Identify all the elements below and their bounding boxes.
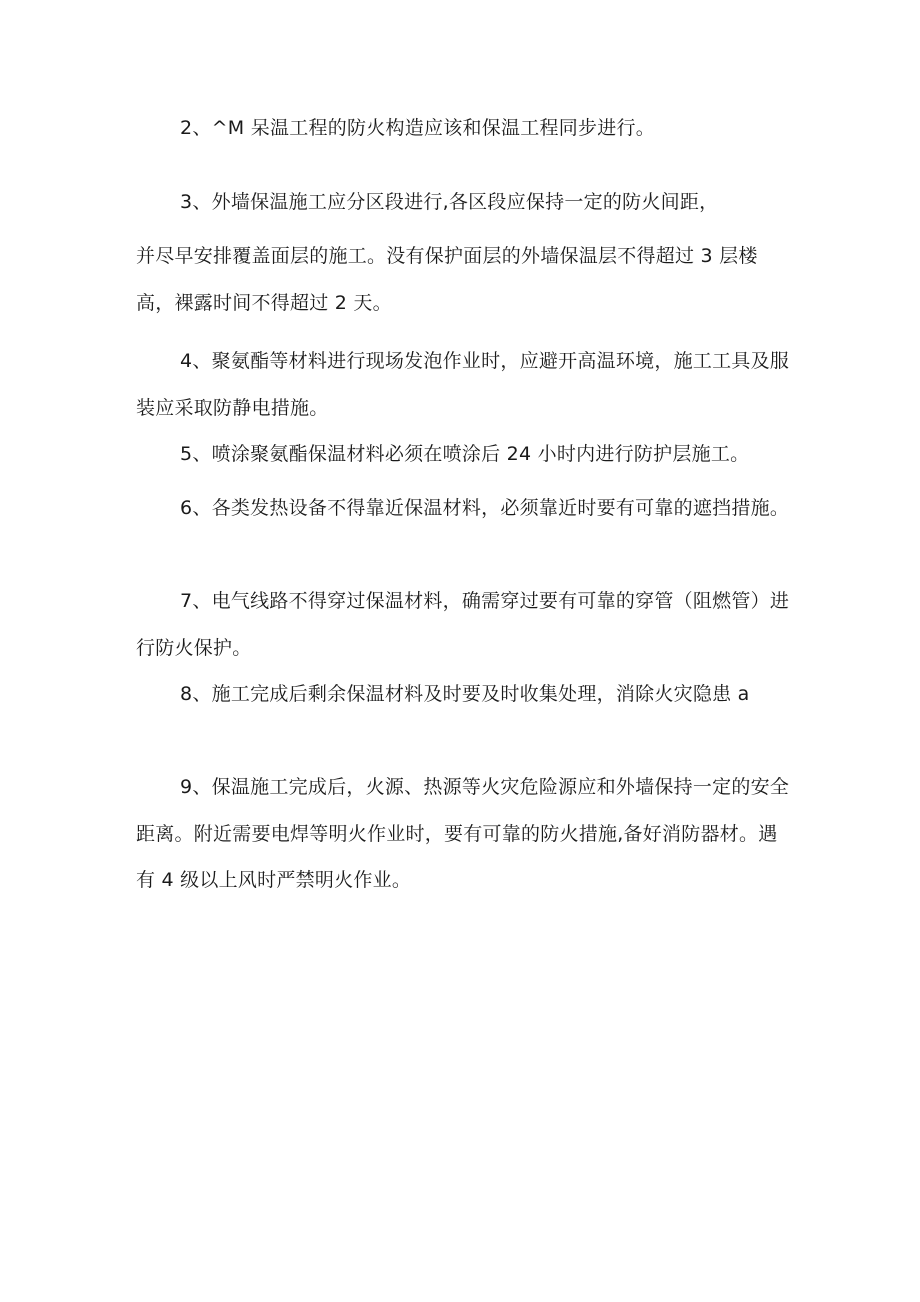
paragraph-item-6: 6、各类发热设备不得靠近保温材料，必须靠近时要有可靠的遮挡措施。 xyxy=(180,497,790,519)
paragraph-item-2: 2、^M 呆温工程的防火构造应该和保温工程同步进行。 xyxy=(180,117,655,139)
paragraph-item-8: 8、施工完成后剩余保温材料及时要及时收集处理，消除火灾隐患 a xyxy=(180,683,750,705)
paragraph-item-9: 9、保温施工完成后，火源、热源等火灾危险源应和外墙保持一定的安全距离。附近需要电焊等明火作业时，要有可靠的防火措施,备好消防器材。遇有 4 级以上风时严禁明火作业。 xyxy=(136,776,790,891)
paragraph-item-4: 4、聚氨酯等材料进行现场发泡作业时，应避开高温环境，施工工具及服装应采取防静电措施。 xyxy=(136,350,790,419)
paragraph-item-5: 5、喷涂聚氨酯保温材料必须在喷涂后 24 小时内进行防护层施工。 xyxy=(180,443,750,465)
paragraph-item-3-continued: 并尽早安排覆盖面层的施工。没有保护面层的外墙保温层不得超过 3 层楼高，裸露时间不得超过 2 天。 xyxy=(136,245,758,314)
paragraph-item-3: 3、外墙保温施工应分区段进行,各区段应保持一定的防火间距， xyxy=(180,191,719,213)
paragraph-item-7: 7、电气线路不得穿过保温材料，确需穿过要有可靠的穿管（阻燃管）进行防火保护。 xyxy=(136,590,790,659)
